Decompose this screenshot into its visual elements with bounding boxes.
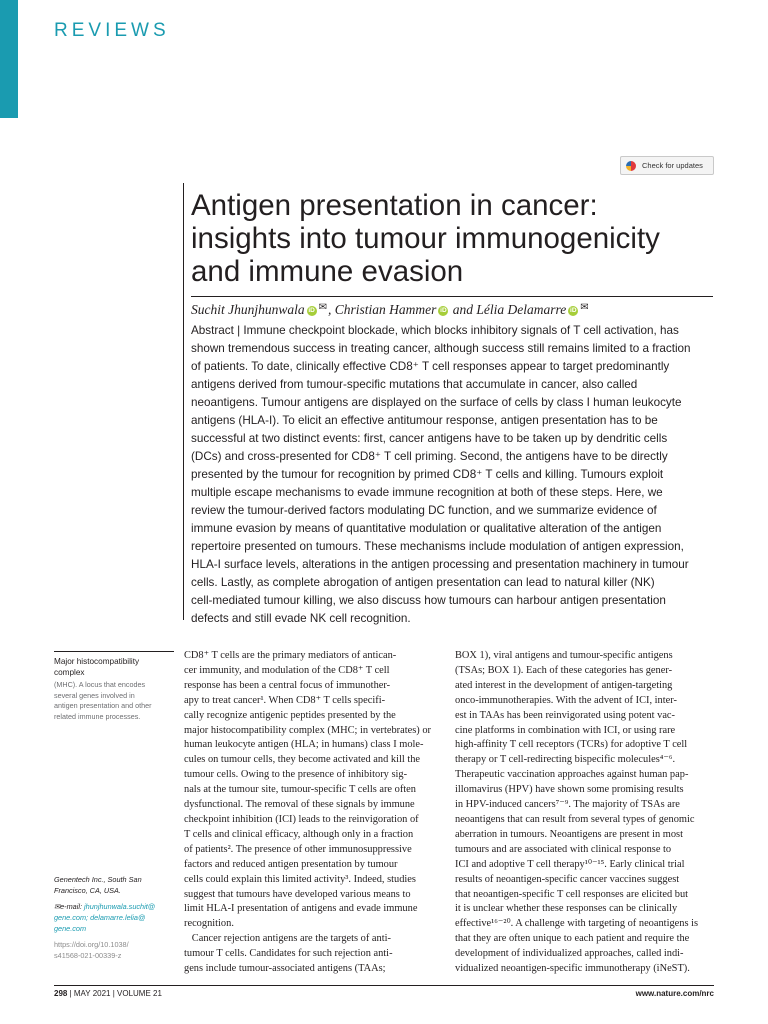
glossary-def-line: several genes involved in [54, 690, 135, 700]
body-line: limit HLA-I presentation of antigens and evade immune [184, 903, 418, 915]
body-line: therapy or T cell-redirecting bispecific molecules⁴⁻⁶. [455, 754, 676, 766]
abstract-line: cells. Lastly, as complete abrogation of antigen presentation can lead to natural killer (NK) [191, 576, 655, 589]
abstract-line: immune evasion by means of quantitative modulation or qualitative alteration of the antigen [191, 522, 662, 535]
affiliation-line: Francisco, CA, USA. [54, 886, 121, 895]
doi-line[interactable]: https://doi.org/10.1038/ [54, 940, 129, 949]
footer-site-link[interactable]: www.nature.com/nrc [635, 989, 714, 998]
email-link[interactable]: jhunjhunwala.suchit@ [84, 902, 156, 911]
abstract-line: shown tremendous success in treating cancer, although success still remains limited to a fraction [191, 342, 691, 355]
body-line: apy to treat cancer¹. When CD8⁺ T cells specifi- [184, 694, 386, 706]
body-line: suggest that tumours have developed various means to [184, 888, 411, 900]
glossary-term-line: Major histocompatibility [54, 657, 140, 666]
section-label: REVIEWS [54, 20, 170, 41]
body-line: BOX 1), viral antigens and tumour-specific antigens [455, 650, 673, 661]
affiliation [54, 874, 142, 896]
article-title [191, 189, 716, 288]
title-rule [183, 183, 184, 620]
abstract-line: multiple escape mechanisms to evade immune recognition at both of these steps. Here, we [191, 486, 663, 499]
body-line: neoantigens that can result from several types of genomic [455, 813, 695, 825]
glossary-definition [54, 680, 179, 722]
body-line: nals at the tumour site, tumour-specific T cells are often [184, 784, 416, 796]
crossmark-icon [626, 161, 636, 171]
author-list [191, 302, 590, 318]
abstract-line: HLA-I surface levels, alterations in the antigen processing and presentation machinery in tumour [191, 558, 689, 571]
body-line: checkpoint inhibition (ICI) leads to the reinvigoration of [184, 813, 419, 825]
glossary-def-line: antigen presentation and other [54, 701, 152, 710]
abstract-line: review the tumour-derived factors modulating DC function, and we summarize evidence of [191, 504, 657, 517]
body-line: ated interest in the development of antigen-targeting [455, 679, 673, 691]
body-line: est in TAAs has been reinvigorated using potent vac- [455, 709, 676, 721]
author-separator: , [328, 302, 335, 317]
body-line: ICI and adoptive T cell therapy¹⁰⁻¹⁵. Early clinical trial [455, 858, 685, 870]
body-line: tumour cells. Owing to the presence of inhibitory sig- [184, 769, 408, 781]
body-line: CD8⁺ T cells are the primary mediators of antican- [184, 650, 397, 661]
body-line: high-affinity T cell receptors (TCRs) for adoptive T cell [455, 739, 688, 751]
body-line: effective¹⁶⁻²⁰. A challenge with targeting of neoantigens is [455, 918, 699, 930]
author-name[interactable]: Suchit Jhunjhunwala [191, 302, 305, 317]
orcid-icon[interactable]: iD [440, 307, 447, 314]
page-number: 298 [54, 989, 68, 998]
body-line: of patients². The presence of other immunosuppressive [184, 843, 412, 855]
abstract-line: neoantigens. Tumour antigens are displayed on the surface of cells by class I human leukocyte [191, 396, 682, 409]
body-line: T cells and clinical efficacy, although only in a fraction [184, 828, 414, 840]
email-block [54, 901, 155, 934]
body-line: response has been a central focus of immunother- [184, 679, 391, 691]
body-line: in HPV-induced cancers⁷⁻⁹. The majority of TSAs are [455, 799, 680, 811]
glossary-term-line: complex [54, 668, 85, 677]
orcid-icon[interactable]: iD [308, 307, 315, 314]
body-line: cules on tumour cells, they become activated and kill the [184, 754, 421, 766]
abstract-line: (DCs) and cross-presented for CD8⁺ T cell priming. Second, the antigens have to be directly [191, 450, 668, 463]
author-separator: and [449, 302, 477, 317]
body-line: gens include tumour-associated antigens (TAAs; [184, 963, 386, 975]
body-line: cine platforms in combination with ICI, or using rare [455, 724, 676, 736]
body-line: cer immunity, and modulation of the CD8⁺ T cell [184, 664, 390, 676]
author-name[interactable]: Lélia Delamarre [476, 302, 567, 317]
body-line: human leukocyte antigen (HLA; in humans) class I mole- [184, 739, 424, 751]
glossary-def-line: (MHC). A locus that encodes [54, 680, 146, 689]
email-prefix: ✉e-mail: [54, 902, 85, 911]
body-line: dysfunctional. The removal of these signals by immune [184, 799, 415, 811]
body-line: recognition. [184, 918, 234, 930]
abstract [191, 322, 716, 628]
body-line: vidualized neoantigen-specific immunotherapy (iNeST). [455, 963, 690, 975]
body-column-right [455, 649, 713, 977]
body-line: that they are often unique to each patient and require the [455, 933, 690, 945]
doi-line[interactable]: s41568-021-00339-z [54, 951, 122, 960]
body-line: factors and reduced antigen presentation by tumour [184, 858, 398, 870]
abstract-line: successful at two distinct events: first, cancer antigens have to be taken up by dendritic cells [191, 432, 668, 445]
body-line: Therapeutic vaccination approaches against human pap- [455, 769, 689, 781]
abstract-line: of patients. To date, clinically effective CD8⁺ T cell responses appear to target predominantly [191, 360, 670, 373]
affiliation-line: Genentech Inc., South San [54, 875, 142, 884]
title-line: Antigen presentation in cancer: [191, 189, 598, 222]
glossary-rule [54, 651, 174, 652]
check-for-updates-button[interactable] [620, 156, 714, 175]
body-line: cally recognize antigenic peptides presented by the [184, 709, 396, 721]
author-name[interactable]: Christian Hammer [334, 302, 437, 317]
email-link[interactable]: gene.com [54, 924, 87, 933]
body-line: development of individualized approaches, called indi- [455, 948, 684, 960]
body-line: illomavirus (HPV) have shown some promising results [455, 784, 684, 796]
abstract-line: Abstract | Immune checkpoint blockade, which blocks inhibitory signals of T cell activation, has [191, 324, 679, 337]
issue-info: | MAY 2021 | VOLUME 21 [67, 989, 162, 998]
doi-link[interactable] [54, 939, 129, 961]
body-line: cells could explain this limited activity³. Indeed, studies [184, 873, 416, 885]
abstract-line: antigens derived from tumour-specific mutations that accumulate in cancer, also called [191, 378, 638, 391]
body-line: that neoantigen-specific T cell responses are elicited but [455, 888, 689, 900]
glossary-def-line: related immune processes. [54, 711, 141, 721]
body-column-left [184, 649, 442, 977]
abstract-line: presented by the tumour for recognition by primed CD8⁺ T cells and killing. Tumours exploit [191, 468, 664, 481]
body-line: major histocompatibility complex (MHC; in vertebrates) or [184, 724, 432, 736]
orcid-icon[interactable]: iD [570, 307, 577, 314]
section-color-bar [0, 0, 18, 118]
body-line: it is unclear whether these responses can be clinically [455, 903, 678, 915]
body-line: Cancer rejection antigens are the targets of anti- [184, 933, 391, 945]
abstract-line: defects and still evade NK cell recognition. [191, 612, 411, 625]
email-line [54, 901, 155, 912]
email-link[interactable]: gene.com; delamarre.lelia@ [54, 913, 146, 922]
body-line: aberration in tumours. Neoantigens are present in most [455, 828, 683, 840]
abstract-line: antigens (HLA-I). To elicit an effective antitumour response, antigen presentation has to be [191, 414, 658, 427]
body-line: tumour T cells. Candidates for such rejection anti- [184, 948, 393, 960]
body-line: results of neoantigen-specific cancer vaccines suggest [455, 873, 680, 885]
title-line: insights into tumour immunogenicity [191, 222, 660, 255]
mail-icon[interactable]: ✉ [580, 301, 589, 313]
title-line: and immune evasion [191, 255, 464, 288]
author-rule [191, 296, 713, 297]
footer-issue [54, 989, 162, 998]
body-line: (TSAs; BOX 1). Each of these categories has gener- [455, 664, 673, 676]
footer-rule [54, 985, 714, 986]
glossary-term [54, 656, 179, 678]
check-for-updates-label: Check for updates [642, 161, 703, 170]
mail-icon[interactable]: ✉ [318, 301, 328, 313]
body-line: onco-immunotherapies. With the advent of ICI, inter- [455, 694, 677, 706]
body-line: tumours and are associated with clinical response to [455, 843, 672, 855]
abstract-line: cell-mediated tumour killing, we also discuss how tumours can harbour antigen presentation [191, 594, 666, 607]
abstract-line: repertoire presented on tumours. These mechanisms include modulation of antigen expression, [191, 540, 684, 553]
